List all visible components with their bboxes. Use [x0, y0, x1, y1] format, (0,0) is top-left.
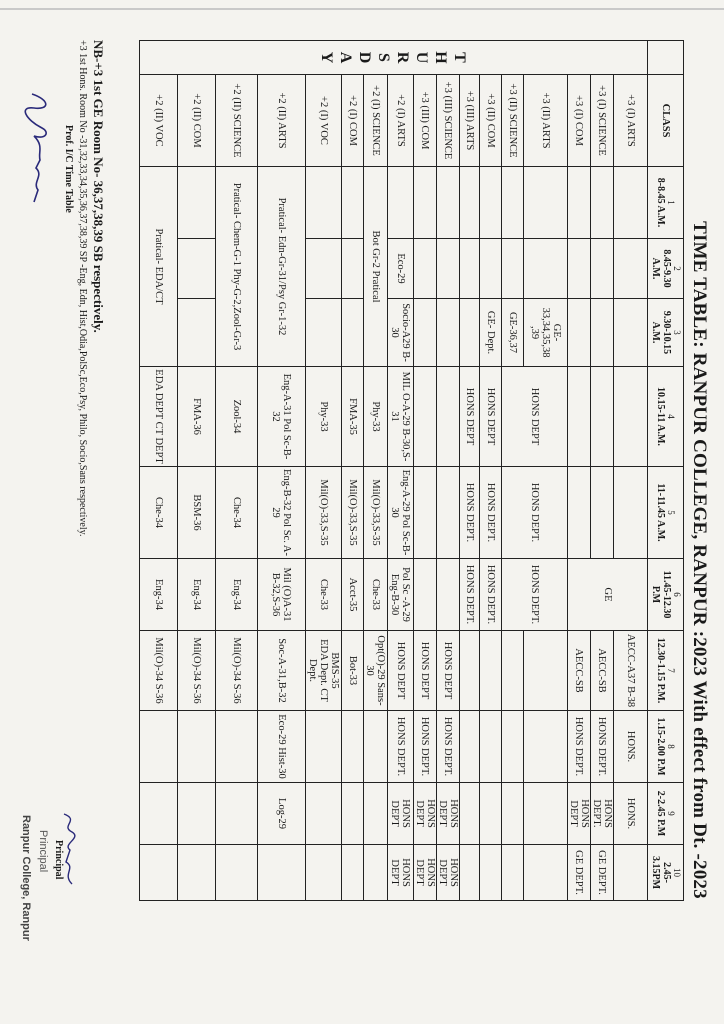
schedule-cell: Log-29 — [258, 783, 306, 845]
schedule-cell: HONS DEPT. — [460, 559, 480, 631]
class-cell: +3 (III) ARTS — [460, 75, 480, 167]
schedule-cell: Mil(O)-34 S-36 — [140, 631, 178, 711]
schedule-cell: Soc-A-31,B-32 — [258, 631, 306, 711]
schedule-cell: HONS DEPT — [437, 783, 460, 845]
schedule-cell: GE-36,37 — [502, 299, 524, 367]
header-row — [648, 41, 684, 901]
schedule-cell: HONS DEPT. — [591, 783, 614, 845]
ge-cell: GE — [568, 559, 648, 631]
handwritten-signature-icon — [22, 90, 56, 210]
schedule-cell: Zool-34 — [216, 367, 258, 467]
schedule-cell: HONS. — [614, 711, 648, 783]
timetable — [139, 40, 684, 901]
table-row — [414, 41, 437, 901]
class-header: CLASS — [648, 75, 684, 167]
schedule-cell: EDA DEPT CT DEPT — [140, 367, 178, 467]
class-cell: +2 (I) VOC — [306, 75, 342, 167]
class-cell: +3 (I) ARTS — [614, 75, 648, 167]
period-header: 7 12.30-1.15 P.M. — [648, 631, 684, 711]
page-title: TIME TABLE: RANPUR COLLEGE, RANPUR :2023 With effect from Dt. -2023 — [689, 221, 710, 899]
schedule-cell: GE- Dept. — [480, 299, 502, 367]
table-row — [460, 41, 480, 901]
schedule-cell: MIL O-A-29 B-30,S-31 — [388, 367, 414, 467]
schedule-cell: HONS DEPT. — [568, 711, 591, 783]
day-column: T H U R S D A Y — [140, 41, 648, 75]
footnote-incharge: Prof. I/C Time Table — [63, 125, 74, 213]
schedule-cell: HONS DEPT — [437, 631, 460, 711]
schedule-cell: FMA-36 — [178, 367, 216, 467]
table-row — [480, 41, 502, 901]
schedule-cell: HONS DEPT. — [414, 711, 437, 783]
schedule-cell: Eco-29 — [388, 239, 414, 299]
period-header: 4 10.15-11 A.M. — [648, 367, 684, 467]
class-cell: +3 (II) ARTS — [524, 75, 568, 167]
class-cell: +2 (II) COM — [178, 75, 216, 167]
principal-label: Principal — [53, 840, 64, 880]
class-cell: +3 (III) SCIENCE — [437, 75, 460, 167]
schedule-cell: HONS DEPT. — [460, 467, 480, 559]
schedule-cell: BMS-35 EDA Dept. CT Dept. — [306, 631, 342, 711]
schedule-cell: HONS DEPT. — [591, 711, 614, 783]
schedule-cell: HONS DEPT. — [502, 467, 568, 559]
period-header: 8 1.15-2.00 P.M — [648, 711, 684, 783]
schedule-cell: Eng-34 — [178, 559, 216, 631]
schedule-cell: Opt(O)-29 Sans-30 — [364, 631, 388, 711]
schedule-cell: HONS DEPT. — [480, 559, 502, 631]
schedule-cell: HONS DEPT. — [480, 467, 502, 559]
schedule-cell: Eng-B-32 Pol Sc. A-29 — [258, 467, 306, 559]
schedule-cell: HONS DEPT — [414, 783, 437, 845]
class-cell: +3 (I) SCIENCE — [591, 75, 614, 167]
period-header: 1 8-8.45 A.M. — [648, 167, 684, 239]
schedule-cell: HONS DEPT — [480, 367, 502, 467]
schedule-cell: Che-34 — [216, 467, 258, 559]
schedule-cell: Phy-33 — [306, 367, 342, 467]
schedule-cell: HONS DEPT. — [388, 711, 414, 783]
principal-stamp-label: Principal — [37, 830, 49, 873]
schedule-cell: Che-34 — [140, 467, 178, 559]
schedule-cell: Acct-35 — [342, 559, 364, 631]
schedule-cell: HONS DEPT — [414, 845, 437, 901]
principal-stamp-college: Ranpur College, Ranpur — [20, 815, 32, 941]
table-row — [140, 41, 178, 901]
footnote-hons-rooms: +3 1st Hons. Room No -31,32,33,34,35,36,37,38,39 SP -Eng, Edn, Hist,Odia,PolSc,Eco,Psy, Philo, Socio,Sans respectively. — [77, 40, 88, 537]
table-row — [591, 41, 614, 901]
schedule-cell: Mil(O)-33,S-35 — [306, 467, 342, 559]
footnote-ge-rooms: NB-+3 1st GE Room No- 36,37,38,39 SB respectively. — [91, 40, 106, 333]
schedule-cell: HONS DEPT — [414, 631, 437, 711]
table-row — [568, 41, 591, 901]
schedule-cell: HONS. — [614, 783, 648, 845]
schedule-cell: HONS DEPT — [437, 845, 460, 901]
period-header: 6 11.45-12.30 P.M — [648, 559, 684, 631]
schedule-cell: GE DEPT. — [591, 845, 614, 901]
schedule-cell: HONS DEPT — [568, 783, 591, 845]
schedule-cell: Eng-34 — [140, 559, 178, 631]
schedule-cell: Eng-34 — [216, 559, 258, 631]
schedule-cell: Eng-A-31 Pol Sc-B-32 — [258, 367, 306, 467]
table-row — [388, 41, 414, 901]
schedule-cell: GE DEPT. — [568, 845, 591, 901]
class-cell: +2 (II) SCIENCE — [216, 75, 258, 167]
schedule-cell: Mil(O)-34 S-36 — [178, 631, 216, 711]
schedule-cell: HONS DEPT — [388, 631, 414, 711]
table-row — [258, 41, 306, 901]
schedule-cell: Phy-33 — [364, 367, 388, 467]
practical-cell: Bot Gr-2 Pratical — [364, 167, 388, 367]
practical-cell: Pratical- EDA/CT — [140, 167, 178, 367]
class-cell: +2 (I) ARTS — [388, 75, 414, 167]
period-header: 9 2-2.45 P.M — [648, 783, 684, 845]
schedule-cell: AECC-A37 B-38 — [614, 631, 648, 711]
schedule-cell: Eng-A-29 Pol Sc-B-30 — [388, 467, 414, 559]
class-cell: +3 (II) SCIENCE — [502, 75, 524, 167]
schedule-cell: HONS DEPT — [460, 367, 480, 467]
schedule-cell: Mil (O)A-31 B-32,S-36 — [258, 559, 306, 631]
schedule-cell: AECC-SB — [591, 631, 614, 711]
schedule-cell: Eco-29 Hist-30 — [258, 711, 306, 783]
schedule-cell: BSM-36 — [178, 467, 216, 559]
schedule-cell: Bot-33 — [342, 631, 364, 711]
schedule-cell: Mil(O)-34 S-36 — [216, 631, 258, 711]
table-row — [342, 41, 364, 901]
schedule-cell: Che-33 — [306, 559, 342, 631]
schedule-cell: AECC-SB — [568, 631, 591, 711]
class-cell: +2 (I) COM — [342, 75, 364, 167]
class-cell: +3 (III) COM — [414, 75, 437, 167]
class-cell: +3 (I) COM — [568, 75, 591, 167]
schedule-cell: HONS DEPT. — [437, 711, 460, 783]
schedule-cell: HONS DEPT. — [502, 559, 568, 631]
schedule-cell: HONS DEPT — [388, 783, 414, 845]
table-row — [306, 41, 342, 901]
period-header: 3 9.30-10.15 A.M. — [648, 299, 684, 367]
schedule-cell: HONS DEPT — [502, 367, 568, 467]
schedule-cell: Pol Sc -A-29 Eng-B-30 — [388, 559, 414, 631]
class-cell: +3 (II) COM — [480, 75, 502, 167]
schedule-cell: Socio-A29 B-30 — [388, 299, 414, 367]
schedule-cell: FMA-35 — [342, 367, 364, 467]
class-cell: +2 (II) ARTS — [258, 75, 306, 167]
schedule-cell: Mil(O)-33,S-35 — [364, 467, 388, 559]
schedule-cell: HONS DEPT — [388, 845, 414, 901]
table-row — [524, 41, 568, 901]
practical-cell: Pratical- Chem-G-1 Phy-G-2,Zool-Gr-3 — [216, 167, 258, 367]
period-header: 5 11-11.45 A.M. — [648, 467, 684, 559]
period-header: 10 2.45-3.15PM — [648, 845, 684, 901]
table-row — [364, 41, 388, 901]
table-row — [437, 41, 460, 901]
class-cell: +2 (I) SCIENCE — [364, 75, 388, 167]
day-header-cell — [648, 41, 684, 75]
class-cell: +2 (II) VOC — [140, 75, 178, 167]
table-row — [216, 41, 258, 901]
table-row — [614, 41, 648, 901]
practical-cell: Pratical- Edn-Gr-31/Psy Gr-1-32 — [258, 167, 306, 367]
schedule-cell: Mil(O)-33,S-35 — [342, 467, 364, 559]
period-header: 2 8.45-9.30 A.M. — [648, 239, 684, 299]
table-row — [178, 41, 216, 901]
schedule-cell: Che-33 — [364, 559, 388, 631]
schedule-cell: GE-33,34,35,38 ,39 — [524, 299, 568, 367]
